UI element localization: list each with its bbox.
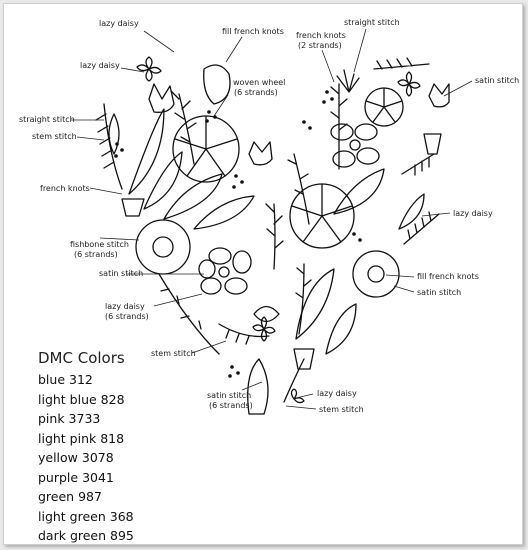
flower-middle <box>199 248 251 294</box>
color-item: purple 3041 <box>38 469 114 485</box>
label-fishbone-strands: (6 strands) <box>74 250 118 259</box>
woven-wheel-left <box>173 116 239 182</box>
label-straight-stitch-top: straight stitch <box>344 18 400 27</box>
color-item: pink 3733 <box>38 411 101 426</box>
dmc-colors-heading: DMC Colors <box>38 349 125 367</box>
label-fill-french-knots-2: fill french knots <box>417 272 479 281</box>
color-item: dark green 895 <box>38 528 134 543</box>
label-woven-wheel: woven wheel <box>233 78 286 87</box>
french-knot-dots <box>114 90 362 378</box>
label-satin-stitch-bottom: satin stitch <box>207 391 252 400</box>
label-stem-stitch-left: stem stitch <box>32 132 77 141</box>
label-lazy-daisy-6-strands: (6 strands) <box>105 312 149 321</box>
dmc-color-list <box>38 349 218 546</box>
label-lazy-daisy-6: lazy daisy <box>105 302 145 311</box>
satin-wheel-top <box>365 88 403 126</box>
pattern-sheet <box>3 3 523 545</box>
label-satin-stitch-right: satin stitch <box>417 288 462 297</box>
label-straight-stitch-left: straight stitch <box>19 115 75 124</box>
label-french-knots-left: french knots <box>40 184 90 193</box>
label-fishbone-stitch: fishbone stitch <box>70 240 129 249</box>
color-item: yellow 3078 <box>38 450 114 465</box>
woven-wheel-right <box>290 184 354 248</box>
label-stem-stitch-bottom: stem stitch <box>151 349 196 358</box>
color-item: light green 368 <box>38 508 134 524</box>
color-item: light pink 818 <box>38 430 125 446</box>
label-satin-stitch-mid: satin stitch <box>99 269 144 278</box>
label-french-knots: french knots <box>296 31 346 40</box>
label-lazy-daisy-bottom: lazy daisy <box>317 389 357 398</box>
label-woven-wheel-strands: (6 strands) <box>234 88 278 97</box>
color-item: light blue 828 <box>38 391 125 407</box>
label-satin-stitch-bottom-strands: (6 strands) <box>209 401 253 410</box>
color-item: blue 312 <box>38 372 93 387</box>
label-satin-stitch-top: satin stitch <box>475 76 520 85</box>
french-knot-ring-right <box>353 251 399 297</box>
french-knot-ring-left <box>136 220 190 274</box>
label-french-knots-strands: (2 strands) <box>298 41 342 50</box>
label-fill-french-knots: fill french knots <box>222 27 284 36</box>
label-lazy-daisy-2: lazy daisy <box>80 61 120 70</box>
label-lazy-daisy: lazy daisy <box>99 19 139 28</box>
flower-upper-right <box>331 124 379 167</box>
color-item: green 987 <box>38 489 102 504</box>
label-stem-stitch-bottom-2: stem stitch <box>319 405 364 414</box>
label-lazy-daisy-right: lazy daisy <box>453 209 493 218</box>
